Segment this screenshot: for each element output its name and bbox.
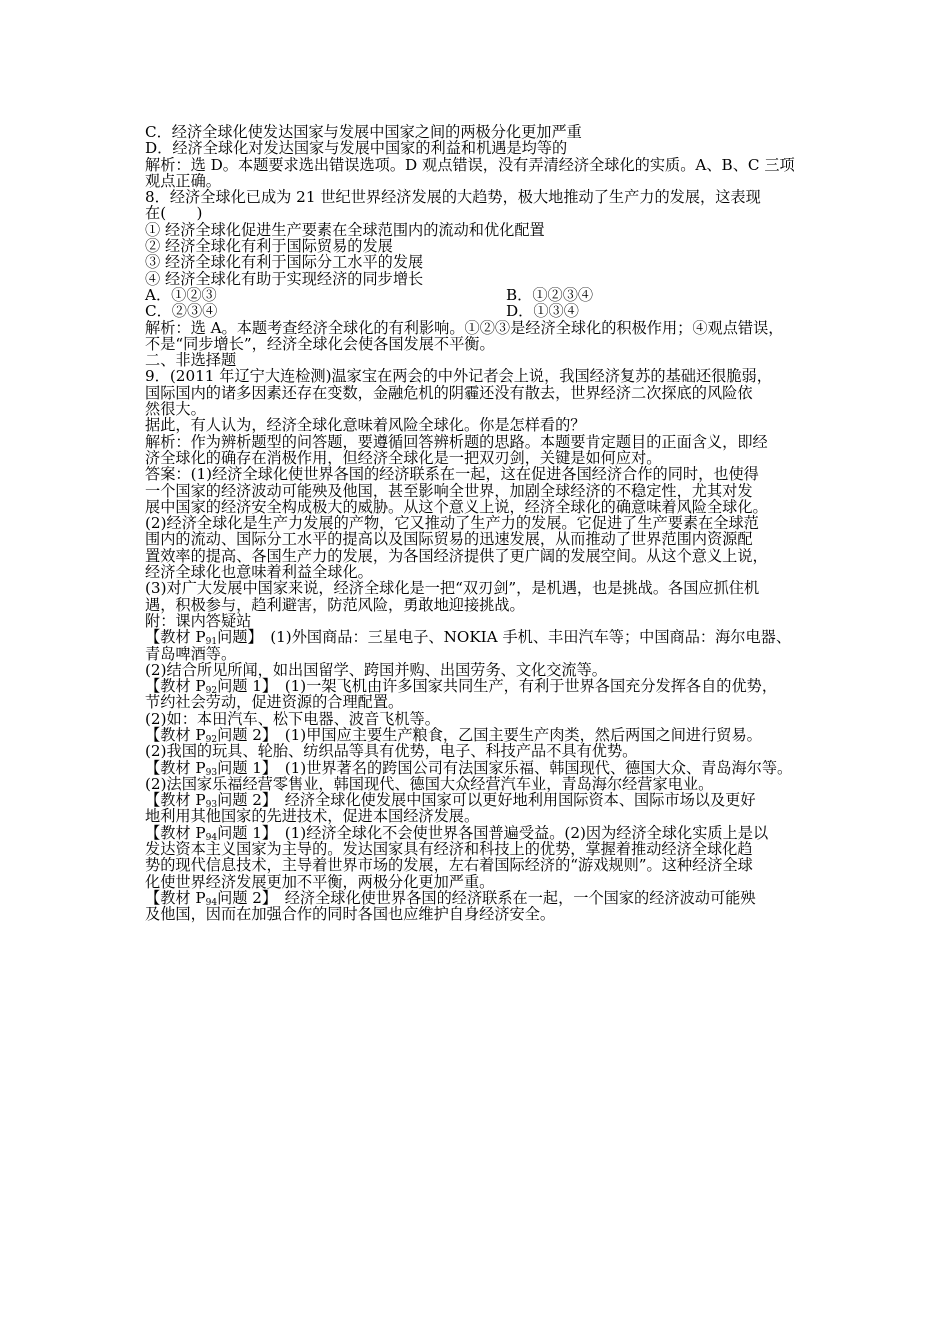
question-9-line: 9．(2011 年辽宁大连检测)温家宝在两会的中外记者会上说，我国经济复苏的基础还很脆弱， [145,367,772,386]
qa-line: 化使世界经济发展更加不平衡，两极分化更加严重。 [145,872,495,891]
qa-line: 【教材 $P_{92}$问题 2】 (1)甲国应主要生产粮食，乙国主要生产肉类，然后两国之间进行贸易。 [145,725,762,745]
text-line: 一个国家的经济波动可能殃及他国，甚至影响全世界，加剧全球经济的不稳定性，尤其对发 [145,481,753,500]
qa-line: 地利用其他国家的先进技术，促进本国经济发展。 [145,807,480,826]
text-line: 遇，积极参与，趋利避害，防范风险，勇敢地迎接挑战。 [145,595,525,614]
text-line: 展中国家的经济安全构成极大的威胁。从这个意义上说，经济全球化的确意味着风险全球化。 [145,497,768,516]
text-line: 国际国内的诸多因素还存在变数，金融危机的阴霾还没有散去，世界经济二次探底的风险依 [145,383,753,402]
statement-line: ③ 经济全球化有利于国际分工水平的发展 [145,253,424,272]
option-b: B．①②③④ [506,285,594,304]
qa-line: (2)我国的玩具、轮胎、纺织品等具有优势，电子、科技产品不具有优势。 [145,742,638,761]
text-line: 然很大。 [145,400,206,419]
text-line: C．经济全球化使发达国家与发展中国家之间的两极分化更加严重 [145,123,582,141]
text-line: 解析：作为辨析题型的问答题，要遵循回答辨析题的思路。本题要肯定题目的正面含义，即经 [145,432,768,451]
qa-line: 节约社会劳动，促进资源的合理配置。 [145,693,404,712]
options-row [145,287,817,303]
qa-line: (2)如：本田汽车、松下电器、波音飞机等。 [145,709,440,728]
text-line: 解析：选 D。本题要求选出错误选项。D 观点错误，没有弄清经济全球化的实质。A、B、C 三项 [145,155,795,174]
answer-line: 答案：(1)经济全球化使世界各国的经济联系在一起，这在促进各国经济合作的同时，也使得 [145,465,759,484]
statement-line: ② 经济全球化有利于国际贸易的发展 [145,237,393,256]
option-c: C．②③④ [145,302,218,321]
qa-line: 【教材 $P_{93}$问题 2】 经济全球化使发展中国家可以更好地利用国际资本、国际市场以及更好 [145,791,756,811]
option-d: D．①③④ [506,302,579,321]
textbook-qa [145,629,817,922]
question-8-line: 8．经济全球化已成为 21 世纪世界经济发展的大趋势，极大地推动了生产力的发展，这表现 [145,188,761,207]
section-b [145,320,817,630]
text-line: (2)经济全球化是生产力发展的产物，它又推动了生产力的发展。它促进了生产要素在全球范 [145,514,759,533]
text-line: 济全球化的确存在消极作用，但经济全球化是一把双刃剑，关键是如何应对。 [145,448,662,467]
option-a: A．①②③ [145,285,217,304]
document-page [145,124,817,923]
statement-line: ① 经济全球化促进生产要素在全球范围内的流动和优化配置 [145,220,545,239]
section-a [145,124,817,287]
qa-line: 【教材 $P_{94}$问题 1】 (1)经济全球化不会使世界各国普遍受益。(2)因为经济全球化实质上是以 [145,823,769,843]
qa-line: 【教材 $P_{93}$问题 1】 (1)世界著名的跨国公司有法国家乐福、韩国现代、德国大众、青岛海尔等。 [145,758,793,778]
qa-line: 及他国，因而在加强合作的同时各国也应维护自身经济安全。 [145,905,556,924]
qa-line: (2)法国家乐福经营零售业，韩国现代、德国大众经营汽车业，青岛海尔经营家电业。 [145,774,714,793]
options-row [145,303,817,319]
text-line: 观点正确。 [145,171,221,190]
text-line: 经济全球化也意味着利益全球化。 [145,563,373,582]
qa-line: 势的现代信息技术，主导着世界市场的发展，左右着国际经济的“游戏规则”。这种经济全球 [145,856,753,875]
text-line: 置效率的提高、各国生产力的发展，为各国经济提供了更广阔的发展空间。从这个意义上说， [145,546,768,565]
text-line: (3)对广大发展中国家来说，经济全球化是一把“双刃剑”，是机遇，也是挑战。各国应抓住机 [145,579,760,598]
statement-line: ④ 经济全球化有助于实现经济的同步增长 [145,269,424,288]
qa-line: 青岛啤酒等。 [145,644,237,663]
qa-line: 【教材 $P_{91}$问题】 (1)外国商品：三星电子、NOKIA 手机、丰田汽车等；中国商品：海尔电器、 [145,628,792,648]
qa-line: (2)结合所见所闻，如出国留学、跨国并购、出国劳务、文化交流等。 [145,660,607,679]
text-line: 在( ) [145,204,203,223]
qa-line: 发达资本主义国家为主导的。发达国家具有经济和科技上的优势，掌握着推动经济全球化趋 [145,840,753,859]
text-line: 不是“同步增长”，经济全球化会使各国发展不平衡。 [145,334,495,353]
qa-line: 【教材 $P_{94}$问题 2】 经济全球化使世界各国的经济联系在一起，一个国家的经济波动可能殃 [145,888,756,908]
text-line: 解析：选 A。本题考查经济全球化的有利影响。①②③是经济全球化的积极作用；④观点错误， [145,318,784,337]
text-line: 围内的流动、国际分工水平的提高以及国际贸易的迅速发展，从而推动了世界范围内资源配 [145,530,753,549]
qa-line: 【教材 $P_{92}$问题 1】 (1)一架飞机由许多国家共同生产，有利于世界各国充分发挥各自的优势， [145,677,778,697]
text-line: D．经济全球化对发达国家与发展中国家的利益和机遇是均等的 [145,139,568,158]
appendix-heading: 附：课内答疑站 [145,611,252,630]
text-line: 据此，有人认为，经济全球化意味着风险全球化。你是怎样看的？ [145,416,586,435]
section-heading: 二、非选择题 [145,351,237,370]
